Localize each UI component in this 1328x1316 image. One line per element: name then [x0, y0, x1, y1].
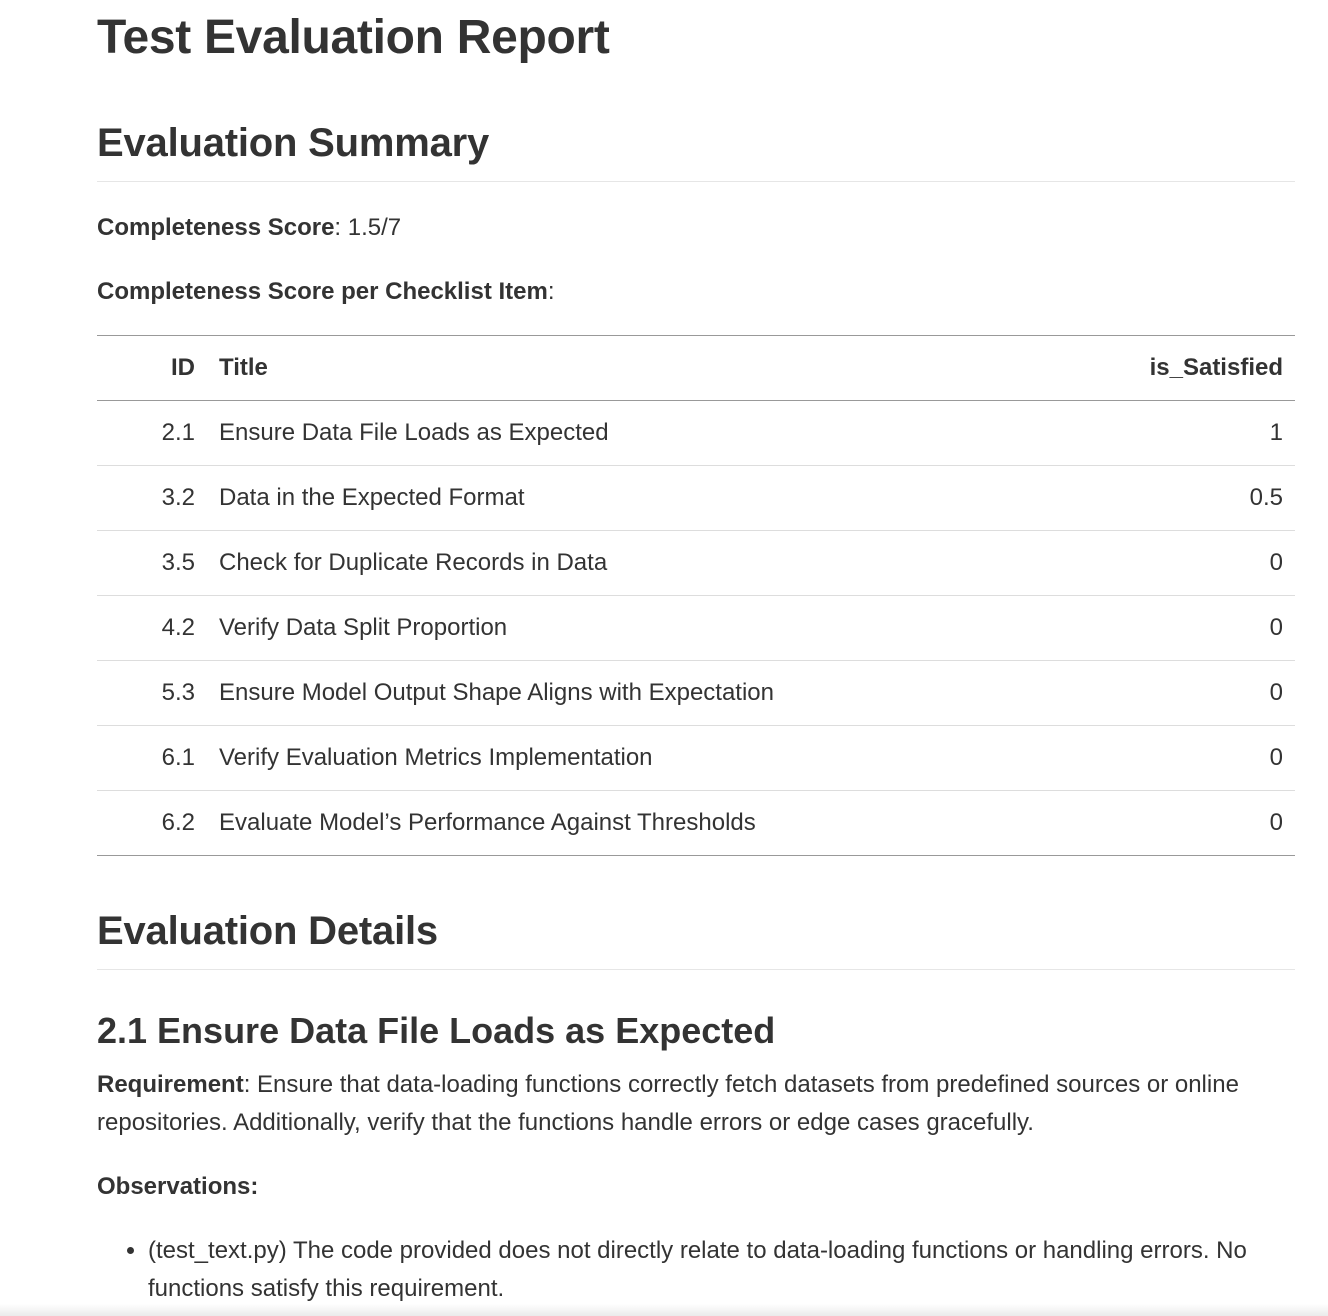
- checklist-score-table: [97, 335, 1295, 856]
- table-row: [97, 661, 1295, 726]
- details-heading-divider: [97, 969, 1295, 970]
- row-id: 5.3: [161, 679, 195, 706]
- observations-label: Observations:: [97, 1173, 259, 1200]
- row-is-satisfied: 0: [1269, 614, 1283, 641]
- header-title: Title: [219, 354, 268, 381]
- per-item-score-suffix: :: [547, 278, 555, 305]
- table-header-row: [97, 336, 1295, 401]
- row-id: 3.2: [161, 484, 195, 511]
- row-title: Verify Evaluation Metrics Implementation: [219, 744, 653, 771]
- row-id: 6.2: [161, 809, 195, 836]
- row-is-satisfied: 0.5: [1249, 484, 1283, 511]
- list-item: • (test_text.py) The code provided does not directly relate to data-loading functions or handling errors. No functions satisfy this requirement.: [148, 1232, 1288, 1308]
- row-id: 4.2: [161, 614, 195, 641]
- evaluation-summary-heading: Evaluation Summary: [97, 121, 490, 165]
- observations-paragraph: [97, 1168, 1287, 1206]
- row-is-satisfied: 0: [1269, 744, 1283, 771]
- completeness-score-line: [97, 209, 1287, 247]
- table-row: [97, 726, 1295, 791]
- header-id: ID: [171, 354, 195, 381]
- summary-heading-divider: [97, 181, 1295, 182]
- row-title: Verify Data Split Proportion: [219, 614, 508, 641]
- row-title: Ensure Model Output Shape Aligns with Expectation: [219, 679, 774, 706]
- row-id: 6.1: [161, 744, 195, 771]
- row-is-satisfied: 0: [1269, 679, 1283, 706]
- row-is-satisfied: 1: [1269, 419, 1283, 446]
- row-title: Ensure Data File Loads as Expected: [219, 419, 609, 446]
- per-item-score-line: [97, 273, 1287, 311]
- completeness-score-label: Completeness Score: [97, 214, 335, 241]
- bottom-scroll-fade: [0, 1304, 1328, 1316]
- evaluation-details-heading: Evaluation Details: [97, 909, 438, 953]
- header-is-satisfied: is_Satisfied: [1149, 354, 1283, 381]
- table-row: [97, 531, 1295, 596]
- completeness-score-value: : 1.5/7: [334, 214, 402, 241]
- table-row: [97, 466, 1295, 531]
- table-row: [97, 791, 1295, 856]
- section-2-1-heading: 2.1 Ensure Data File Loads as Expected: [97, 1010, 776, 1051]
- row-title: Evaluate Model’s Performance Against Thresholds: [219, 809, 756, 836]
- observations-list: [97, 1232, 1288, 1308]
- report-title: Test Evaluation Report: [97, 11, 610, 64]
- row-id: 3.5: [161, 549, 195, 576]
- row-title: Data in the Expected Format: [219, 484, 525, 511]
- requirement-text: : Ensure that data-loading functions correctly fetch datasets from predefined sources or online repositories. Additionally, verify that the functions handle errors or edge cases gracefully.: [97, 1071, 1239, 1136]
- row-is-satisfied: 0: [1269, 549, 1283, 576]
- table-row: [97, 401, 1295, 466]
- row-is-satisfied: 0: [1269, 809, 1283, 836]
- row-title: Check for Duplicate Records in Data: [219, 549, 608, 576]
- per-item-score-label: Completeness Score per Checklist Item: [97, 278, 548, 305]
- row-id: 2.1: [161, 419, 195, 446]
- table-row: [97, 596, 1295, 661]
- requirement-label: Requirement: [97, 1071, 244, 1098]
- requirement-paragraph: [97, 1066, 1287, 1142]
